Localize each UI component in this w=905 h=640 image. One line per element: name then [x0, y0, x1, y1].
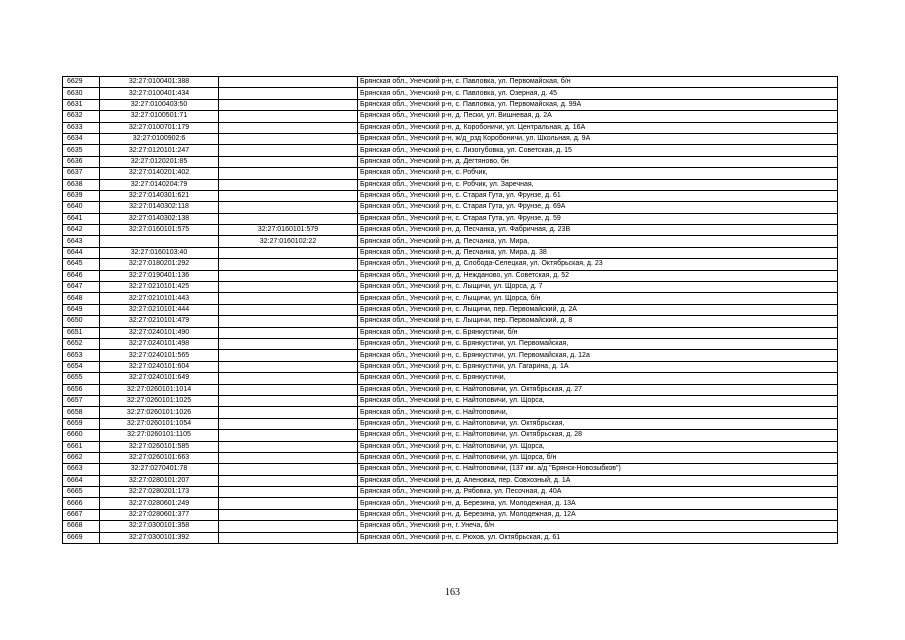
address-cell: Брянская обл., Унечский р-н, с. Старая Гута, ул. Фрунзе, д. 69А — [358, 202, 838, 213]
address-cell: Брянская обл., Унечский р-н, с. Лыщичи, ул. Щорса, б/н — [358, 293, 838, 304]
related-cadastral-number-cell — [219, 247, 358, 258]
row-number-cell: 6662 — [63, 452, 100, 463]
related-cadastral-number-cell — [219, 270, 358, 281]
related-cadastral-number-cell — [219, 179, 358, 190]
table-row — [63, 452, 838, 463]
related-cadastral-number-cell — [219, 430, 358, 441]
address-cell: Брянская обл., Унечский р-н, г. Унеча, б/н — [358, 521, 838, 532]
related-cadastral-number-cell — [219, 282, 358, 293]
related-cadastral-number-cell — [219, 88, 358, 99]
related-cadastral-number-cell: 32:27:0160101:579 — [219, 225, 358, 236]
table-row — [63, 282, 838, 293]
related-cadastral-number-cell — [219, 77, 358, 88]
table-row — [63, 236, 838, 247]
related-cadastral-number-cell — [219, 498, 358, 509]
row-number-cell: 6665 — [63, 487, 100, 498]
related-cadastral-number-cell — [219, 452, 358, 463]
related-cadastral-number-cell — [219, 384, 358, 395]
address-cell: Брянская обл., Унечский р-н, ж/д_рзд Коробоничи, ул. Школьная, д. 9А — [358, 133, 838, 144]
address-cell: Брянская обл., Унечский р-н, с. Лыщичи, ул. Щорса, д. 7 — [358, 282, 838, 293]
table-row — [63, 498, 838, 509]
cadastral-number-cell: 32:27:0260101:1014 — [100, 384, 219, 395]
cadastral-number-cell: 32:27:0280101:207 — [100, 475, 219, 486]
address-cell: Брянская обл., Унечский р-н, с. Рюхов, ул. Октябрьская, д. 61 — [358, 532, 838, 543]
address-cell: Брянская обл., Унечский р-н, с. Павловка, ул. Озерная, д. 45 — [358, 88, 838, 99]
table-row — [63, 88, 838, 99]
cadastral-number-cell: 32:27:0100701:179 — [100, 122, 219, 133]
row-number-cell: 6645 — [63, 259, 100, 270]
table-row — [63, 99, 838, 110]
related-cadastral-number-cell — [219, 475, 358, 486]
table-row — [63, 361, 838, 372]
address-cell: Брянская обл., Унечский р-н, с. Брянкустичи, б/н — [358, 327, 838, 338]
row-number-cell: 6629 — [63, 77, 100, 88]
cadastral-number-cell: 32:27:0240101:649 — [100, 373, 219, 384]
cadastral-number-cell: 32:27:0210101:425 — [100, 282, 219, 293]
address-cell: Брянская обл., Унечский р-н, д. Песчанка, ул. Мира, — [358, 236, 838, 247]
related-cadastral-number-cell — [219, 487, 358, 498]
row-number-cell: 6634 — [63, 133, 100, 144]
table-row — [63, 327, 838, 338]
table-row — [63, 304, 838, 315]
row-number-cell: 6649 — [63, 304, 100, 315]
related-cadastral-number-cell — [219, 133, 358, 144]
cadastral-number-cell: 32:27:0180201:292 — [100, 259, 219, 270]
row-number-cell: 6669 — [63, 532, 100, 543]
cadastral-number-cell: 32:27:0240101:604 — [100, 361, 219, 372]
row-number-cell: 6652 — [63, 338, 100, 349]
cadastral-number-cell: 32:27:0240101:498 — [100, 338, 219, 349]
related-cadastral-number-cell — [219, 145, 358, 156]
related-cadastral-number-cell — [219, 111, 358, 122]
table-row — [63, 338, 838, 349]
cadastral-number-cell: 32:27:0140302:118 — [100, 202, 219, 213]
table-row — [63, 373, 838, 384]
address-cell: Брянская обл., Унечский р-н, с. Лыщичи, пер. Первомайский, д. 8 — [358, 316, 838, 327]
address-cell: Брянская обл., Унечский р-н, д. Слобода-Селецкая, ул. Октябрьская, д. 23 — [358, 259, 838, 270]
row-number-cell: 6668 — [63, 521, 100, 532]
cadastral-number-cell: 32:27:0140204:79 — [100, 179, 219, 190]
row-number-cell: 6639 — [63, 190, 100, 201]
table-row — [63, 418, 838, 429]
table-row — [63, 441, 838, 452]
row-number-cell: 6659 — [63, 418, 100, 429]
related-cadastral-number-cell — [219, 532, 358, 543]
address-cell: Брянская обл., Унечский р-н, с. Брянкустичи, — [358, 373, 838, 384]
cadastral-number-cell: 32:27:0100401:388 — [100, 77, 219, 88]
cadastral-number-cell: 32:27:0160103:40 — [100, 247, 219, 258]
table-row — [63, 168, 838, 179]
table-row — [63, 407, 838, 418]
row-number-cell: 6651 — [63, 327, 100, 338]
table-row — [63, 259, 838, 270]
table-row — [63, 430, 838, 441]
cadastral-number-cell: 32:27:0270401:78 — [100, 464, 219, 475]
address-cell: Брянская обл., Унечский р-н, с. Робчик, — [358, 168, 838, 179]
related-cadastral-number-cell — [219, 259, 358, 270]
cadastral-number-cell: 32:27:0260101:1054 — [100, 418, 219, 429]
row-number-cell: 6641 — [63, 213, 100, 224]
page-number: 163 — [445, 587, 460, 598]
address-cell: Брянская обл., Унечский р-н, д. Песчанка, ул. Фабричная, д. 23В — [358, 225, 838, 236]
address-cell: Брянская обл., Унечский р-н, с. Брянкустичи, ул. Первомайская, — [358, 338, 838, 349]
table-row — [63, 464, 838, 475]
table-row — [63, 509, 838, 520]
table-row — [63, 247, 838, 258]
row-number-cell: 6631 — [63, 99, 100, 110]
row-number-cell: 6666 — [63, 498, 100, 509]
table-row — [63, 475, 838, 486]
cadastral-number-cell: 32:27:0120101:247 — [100, 145, 219, 156]
address-cell: Брянская обл., Унечский р-н, д. Неждановo, ул. Советская, д. 52 — [358, 270, 838, 281]
table-row — [63, 270, 838, 281]
table-row — [63, 179, 838, 190]
address-cell: Брянская обл., Унечский р-н, с. Найтоповичи, ул. Щорса, — [358, 395, 838, 406]
table-row — [63, 225, 838, 236]
address-cell: Брянская обл., Унечский р-н, д. Пески, ул. Вишневая, д. 2А — [358, 111, 838, 122]
table-row — [63, 213, 838, 224]
related-cadastral-number-cell — [219, 361, 358, 372]
row-number-cell: 6644 — [63, 247, 100, 258]
address-cell: Брянская обл., Унечский р-н, с. Найтоповичи, ул. Октябрьская, д. 27 — [358, 384, 838, 395]
related-cadastral-number-cell: 32:27:0160102:22 — [219, 236, 358, 247]
row-number-cell: 6660 — [63, 430, 100, 441]
row-number-cell: 6632 — [63, 111, 100, 122]
row-number-cell: 6643 — [63, 236, 100, 247]
cadastral-number-cell: 32:27:0160101:575 — [100, 225, 219, 236]
related-cadastral-number-cell — [219, 190, 358, 201]
row-number-cell: 6657 — [63, 395, 100, 406]
address-cell: Брянская обл., Унечский р-н, с. Павловка, ул. Первомайская, д. 99А — [358, 99, 838, 110]
row-number-cell: 6642 — [63, 225, 100, 236]
cadastral-number-cell: 32:27:0300101:392 — [100, 532, 219, 543]
address-cell: Брянская обл., Унечский р-н, д. Рябовка, ул. Песочная, д. 40А — [358, 487, 838, 498]
related-cadastral-number-cell — [219, 304, 358, 315]
cadastral-number-cell: 32:27:0100401:434 — [100, 88, 219, 99]
cadastral-number-cell: 32:27:0140302:138 — [100, 213, 219, 224]
related-cadastral-number-cell — [219, 407, 358, 418]
cadastral-number-cell: 32:27:0240101:565 — [100, 350, 219, 361]
table-row — [63, 133, 838, 144]
table-row — [63, 77, 838, 88]
row-number-cell: 6630 — [63, 88, 100, 99]
address-cell: Брянская обл., Унечский р-н, с. Найтоповичи, ул. Октябрьская, — [358, 418, 838, 429]
table-row — [63, 111, 838, 122]
cadastral-number-cell: 32:27:0140301:621 — [100, 190, 219, 201]
row-number-cell: 6647 — [63, 282, 100, 293]
cadastral-number-cell: 32:27:0260101:1025 — [100, 395, 219, 406]
address-cell: Брянская обл., Унечский р-н, с. Найтоповичи, ул. Щорса, — [358, 441, 838, 452]
address-cell: Брянская обл., Унечский р-н, с. Найтоповичи, (137 км. а/д "Брянск-Новозыбков") — [358, 464, 838, 475]
related-cadastral-number-cell — [219, 293, 358, 304]
row-number-cell: 6640 — [63, 202, 100, 213]
row-number-cell: 6650 — [63, 316, 100, 327]
address-cell: Брянская обл., Унечский р-н, д. Дегтяново, бн — [358, 156, 838, 167]
address-cell: Брянская обл., Унечский р-н, с. Павловка, ул. Первомайская, б/н — [358, 77, 838, 88]
related-cadastral-number-cell — [219, 122, 358, 133]
row-number-cell: 6637 — [63, 168, 100, 179]
row-number-cell: 6656 — [63, 384, 100, 395]
table-row — [63, 487, 838, 498]
related-cadastral-number-cell — [219, 350, 358, 361]
address-cell: Брянская обл., Унечский р-н, д. Аленовка, пер. Совхозный, д. 1А — [358, 475, 838, 486]
address-cell: Брянская обл., Унечский р-н, с. Найтоповичи, — [358, 407, 838, 418]
cadastral-number-cell: 32:27:0260101:663 — [100, 452, 219, 463]
cadastral-number-cell: 32:27:0210101:444 — [100, 304, 219, 315]
cadastral-number-cell — [100, 236, 219, 247]
address-cell: Брянская обл., Унечский р-н, с. Старая Гута, ул. Фрунзе, д. 61 — [358, 190, 838, 201]
row-number-cell: 6658 — [63, 407, 100, 418]
address-cell: Брянская обл., Унечский р-н, с. Лизогубовка, ул. Советская, д. 15 — [358, 145, 838, 156]
related-cadastral-number-cell — [219, 327, 358, 338]
related-cadastral-number-cell — [219, 316, 358, 327]
address-cell: Брянская обл., Унечский р-н, с. Брянкустичи, ул. Гагарина, д. 1А — [358, 361, 838, 372]
related-cadastral-number-cell — [219, 202, 358, 213]
table-row — [63, 156, 838, 167]
cadastral-number-cell: 32:27:0190401:136 — [100, 270, 219, 281]
table-row — [63, 122, 838, 133]
address-cell: Брянская обл., Унечский р-н, д. Коробоничи, ул. Центральная, д. 16А — [358, 122, 838, 133]
cadastral-number-cell: 32:27:0210101:479 — [100, 316, 219, 327]
row-number-cell: 6646 — [63, 270, 100, 281]
address-cell: Брянская обл., Унечский р-н, с. Старая Гута, ул. Фрунзе, д. 59 — [358, 213, 838, 224]
related-cadastral-number-cell — [219, 509, 358, 520]
cadastral-number-cell: 32:27:0100902:6 — [100, 133, 219, 144]
related-cadastral-number-cell — [219, 213, 358, 224]
related-cadastral-number-cell — [219, 373, 358, 384]
cadastral-number-cell: 32:27:0140201:402 — [100, 168, 219, 179]
cadastral-number-cell: 32:27:0120201:85 — [100, 156, 219, 167]
row-number-cell: 6654 — [63, 361, 100, 372]
row-number-cell: 6635 — [63, 145, 100, 156]
row-number-cell: 6667 — [63, 509, 100, 520]
related-cadastral-number-cell — [219, 338, 358, 349]
row-number-cell: 6663 — [63, 464, 100, 475]
address-cell: Брянская обл., Унечский р-н, с. Найтоповичи, ул. Щорса, б/н — [358, 452, 838, 463]
related-cadastral-number-cell — [219, 521, 358, 532]
row-number-cell: 6638 — [63, 179, 100, 190]
address-cell: Брянская обл., Унечский р-н, с. Лыщичи, пер. Первомайский, д. 2А — [358, 304, 838, 315]
row-number-cell: 6653 — [63, 350, 100, 361]
row-number-cell: 6636 — [63, 156, 100, 167]
row-number-cell: 6648 — [63, 293, 100, 304]
table-row — [63, 532, 838, 543]
table-row — [63, 521, 838, 532]
address-cell: Брянская обл., Унечский р-н, с. Робчик, ул. Заречная, — [358, 179, 838, 190]
related-cadastral-number-cell — [219, 418, 358, 429]
row-number-cell: 6661 — [63, 441, 100, 452]
registry-table-body — [63, 77, 838, 544]
related-cadastral-number-cell — [219, 464, 358, 475]
cadastral-number-cell: 32:27:0260101:1105 — [100, 430, 219, 441]
related-cadastral-number-cell — [219, 156, 358, 167]
cadastral-number-cell: 32:27:0210101:443 — [100, 293, 219, 304]
table-row — [63, 384, 838, 395]
table-row — [63, 350, 838, 361]
address-cell: Брянская обл., Унечский р-н, с. Брянкустичи, ул. Первомайская, д. 12а — [358, 350, 838, 361]
table-row — [63, 202, 838, 213]
table-row — [63, 395, 838, 406]
table-row — [63, 145, 838, 156]
related-cadastral-number-cell — [219, 99, 358, 110]
row-number-cell: 6664 — [63, 475, 100, 486]
related-cadastral-number-cell — [219, 441, 358, 452]
row-number-cell: 6655 — [63, 373, 100, 384]
address-cell: Брянская обл., Унечский р-н, д. Березина, ул. Молодежная, д. 13А — [358, 498, 838, 509]
cadastral-number-cell: 32:27:0280601:249 — [100, 498, 219, 509]
cadastral-number-cell: 32:27:0260101:1026 — [100, 407, 219, 418]
cadastral-number-cell: 32:27:0240101:490 — [100, 327, 219, 338]
related-cadastral-number-cell — [219, 395, 358, 406]
cadastral-number-cell: 32:27:0300101:358 — [100, 521, 219, 532]
table-row — [63, 293, 838, 304]
table-row — [63, 190, 838, 201]
address-cell: Брянская обл., Унечский р-н, с. Найтоповичи, ул. Октябрьская, д. 28 — [358, 430, 838, 441]
cadastral-number-cell: 32:27:0100501:71 — [100, 111, 219, 122]
cadastral-number-cell: 32:27:0100403:50 — [100, 99, 219, 110]
related-cadastral-number-cell — [219, 168, 358, 179]
registry-table — [62, 76, 838, 544]
address-cell: Брянская обл., Унечский р-н, д. Песчанка, ул. Мира, д. 38 — [358, 247, 838, 258]
cadastral-number-cell: 32:27:0280201:173 — [100, 487, 219, 498]
address-cell: Брянская обл., Унечский р-н, д. Березина, ул. Молодежная, д. 12А — [358, 509, 838, 520]
row-number-cell: 6633 — [63, 122, 100, 133]
cadastral-number-cell: 32:27:0260101:585 — [100, 441, 219, 452]
table-row — [63, 316, 838, 327]
cadastral-number-cell: 32:27:0280601:377 — [100, 509, 219, 520]
